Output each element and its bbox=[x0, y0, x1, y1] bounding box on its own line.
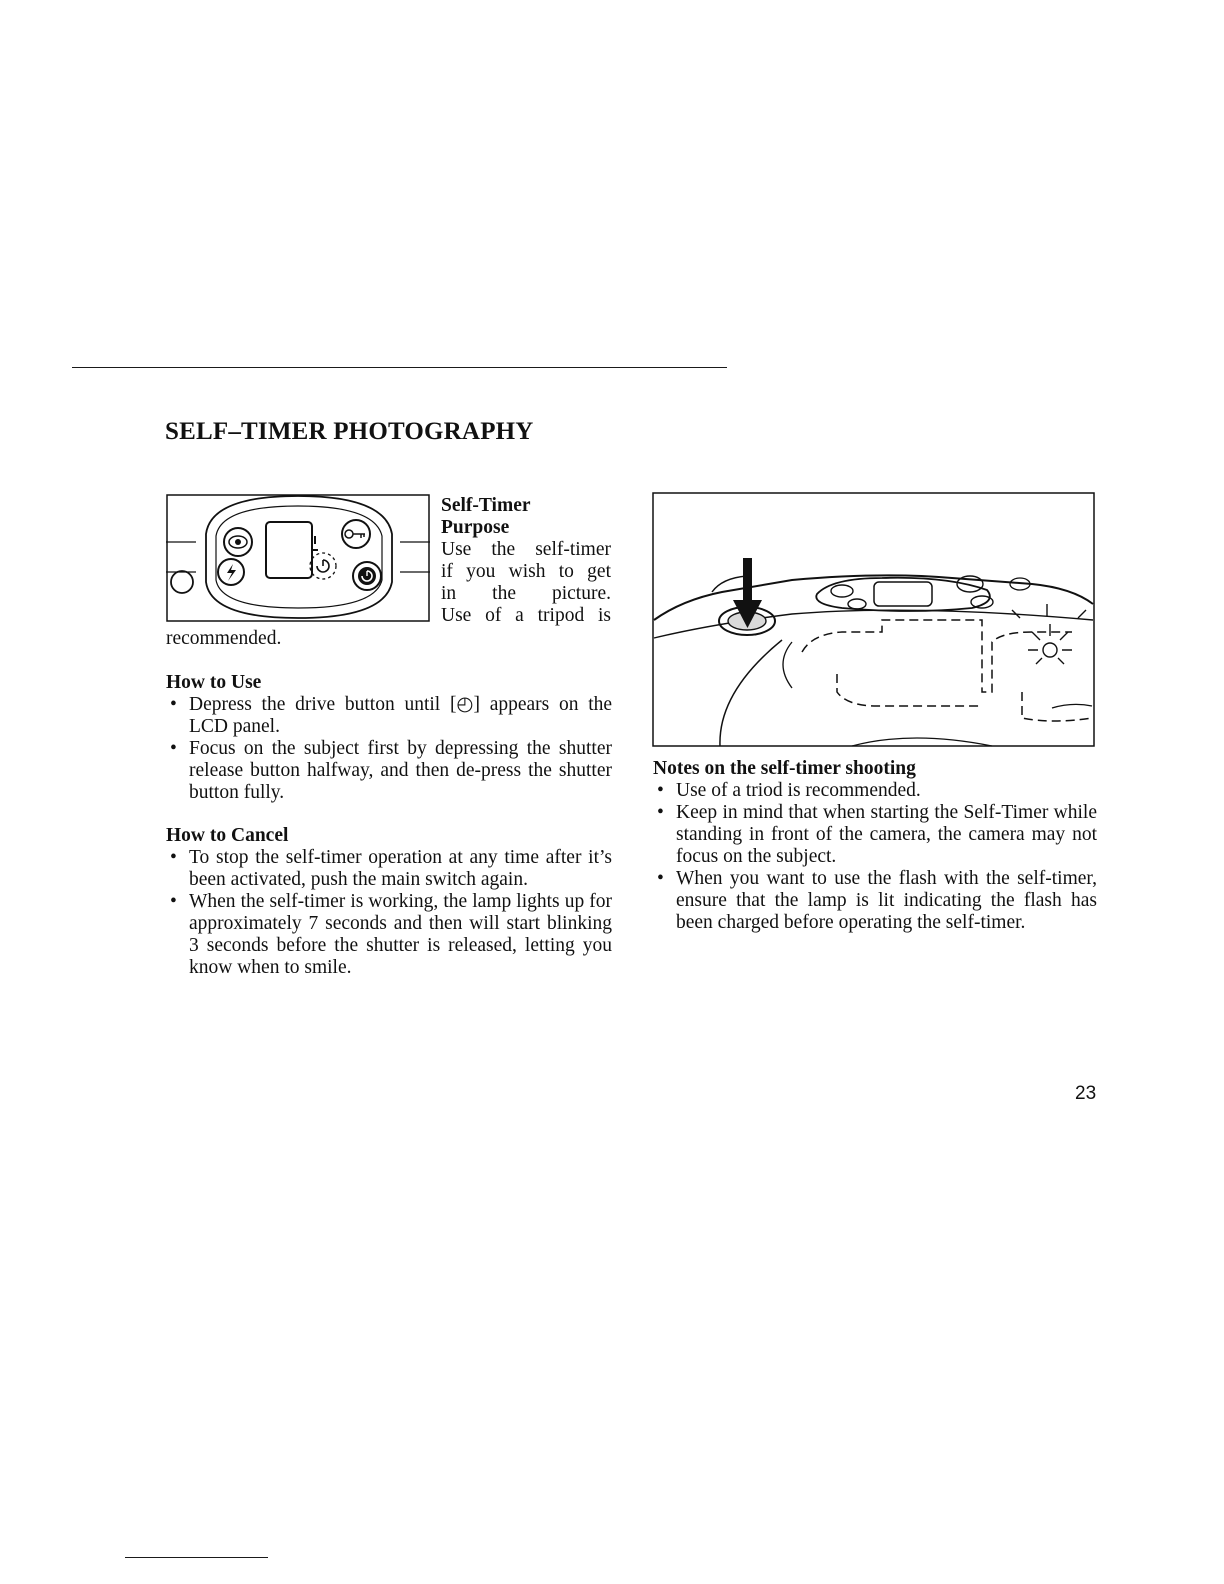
key-icon bbox=[342, 520, 370, 548]
eye-icon bbox=[224, 528, 252, 556]
intro-block bbox=[441, 495, 611, 627]
notes-heading: Notes on the self-timer shooting bbox=[653, 758, 916, 779]
how-to-cancel-heading: How to Cancel bbox=[166, 825, 289, 846]
list-item: • Use of a triod is recommended. bbox=[653, 780, 1097, 802]
camera-body-figure bbox=[652, 492, 1095, 747]
flash-icon bbox=[218, 559, 244, 585]
intro-line: Use the self-timer bbox=[441, 539, 611, 560]
lcd-outline bbox=[783, 620, 1092, 721]
page-number: 23 bbox=[1075, 1083, 1097, 1104]
list-item: • Depress the drive button until [◴] appears on the LCD panel. bbox=[166, 694, 612, 738]
intro-heading: Self-Timer bbox=[441, 495, 531, 516]
how-to-use-section bbox=[166, 672, 612, 804]
intro-subheading: Purpose bbox=[441, 517, 510, 538]
lamp-icon bbox=[1012, 604, 1086, 664]
notes-section bbox=[653, 758, 1097, 934]
top-rule bbox=[72, 367, 727, 368]
self-timer-icon bbox=[353, 562, 381, 590]
how-to-cancel-section bbox=[166, 825, 612, 979]
self-timer-symbol: [◴] bbox=[449, 694, 480, 715]
intro-line: if you wish to get bbox=[441, 561, 611, 582]
how-to-use-heading: How to Use bbox=[166, 672, 262, 693]
bottom-rule bbox=[125, 1557, 268, 1558]
list-item: • Keep in mind that when starting the Self-Timer while standing in front of the camera, the camera may not focus on the subject. bbox=[653, 802, 1097, 868]
intro-continuation: recommended. bbox=[166, 628, 282, 649]
list-item: • To stop the self-timer operation at any time after it’s been activated, push the main switch again. bbox=[166, 847, 612, 891]
list-item: • Focus on the subject first by depressing the shutter release button halfway, and then de-press the shutter button fully. bbox=[166, 738, 612, 804]
intro-line: Use of a tripod is bbox=[441, 605, 611, 626]
list-item: • When you want to use the flash with the self-timer, ensure that the lamp is lit indicating the flash has been charged before operating the self-timer. bbox=[653, 868, 1097, 934]
list-item: • When the self-timer is working, the lamp lights up for approximately 7 seconds and then will start blinking 3 seconds before the shutter is released, letting you know when to smile. bbox=[166, 891, 612, 979]
camera-control-panel-figure bbox=[166, 494, 430, 622]
page-title: SELF–TIMER PHOTOGRAPHY bbox=[165, 418, 534, 445]
intro-line: in the picture. bbox=[441, 583, 611, 604]
lcd-self-timer-indicator bbox=[310, 536, 336, 579]
